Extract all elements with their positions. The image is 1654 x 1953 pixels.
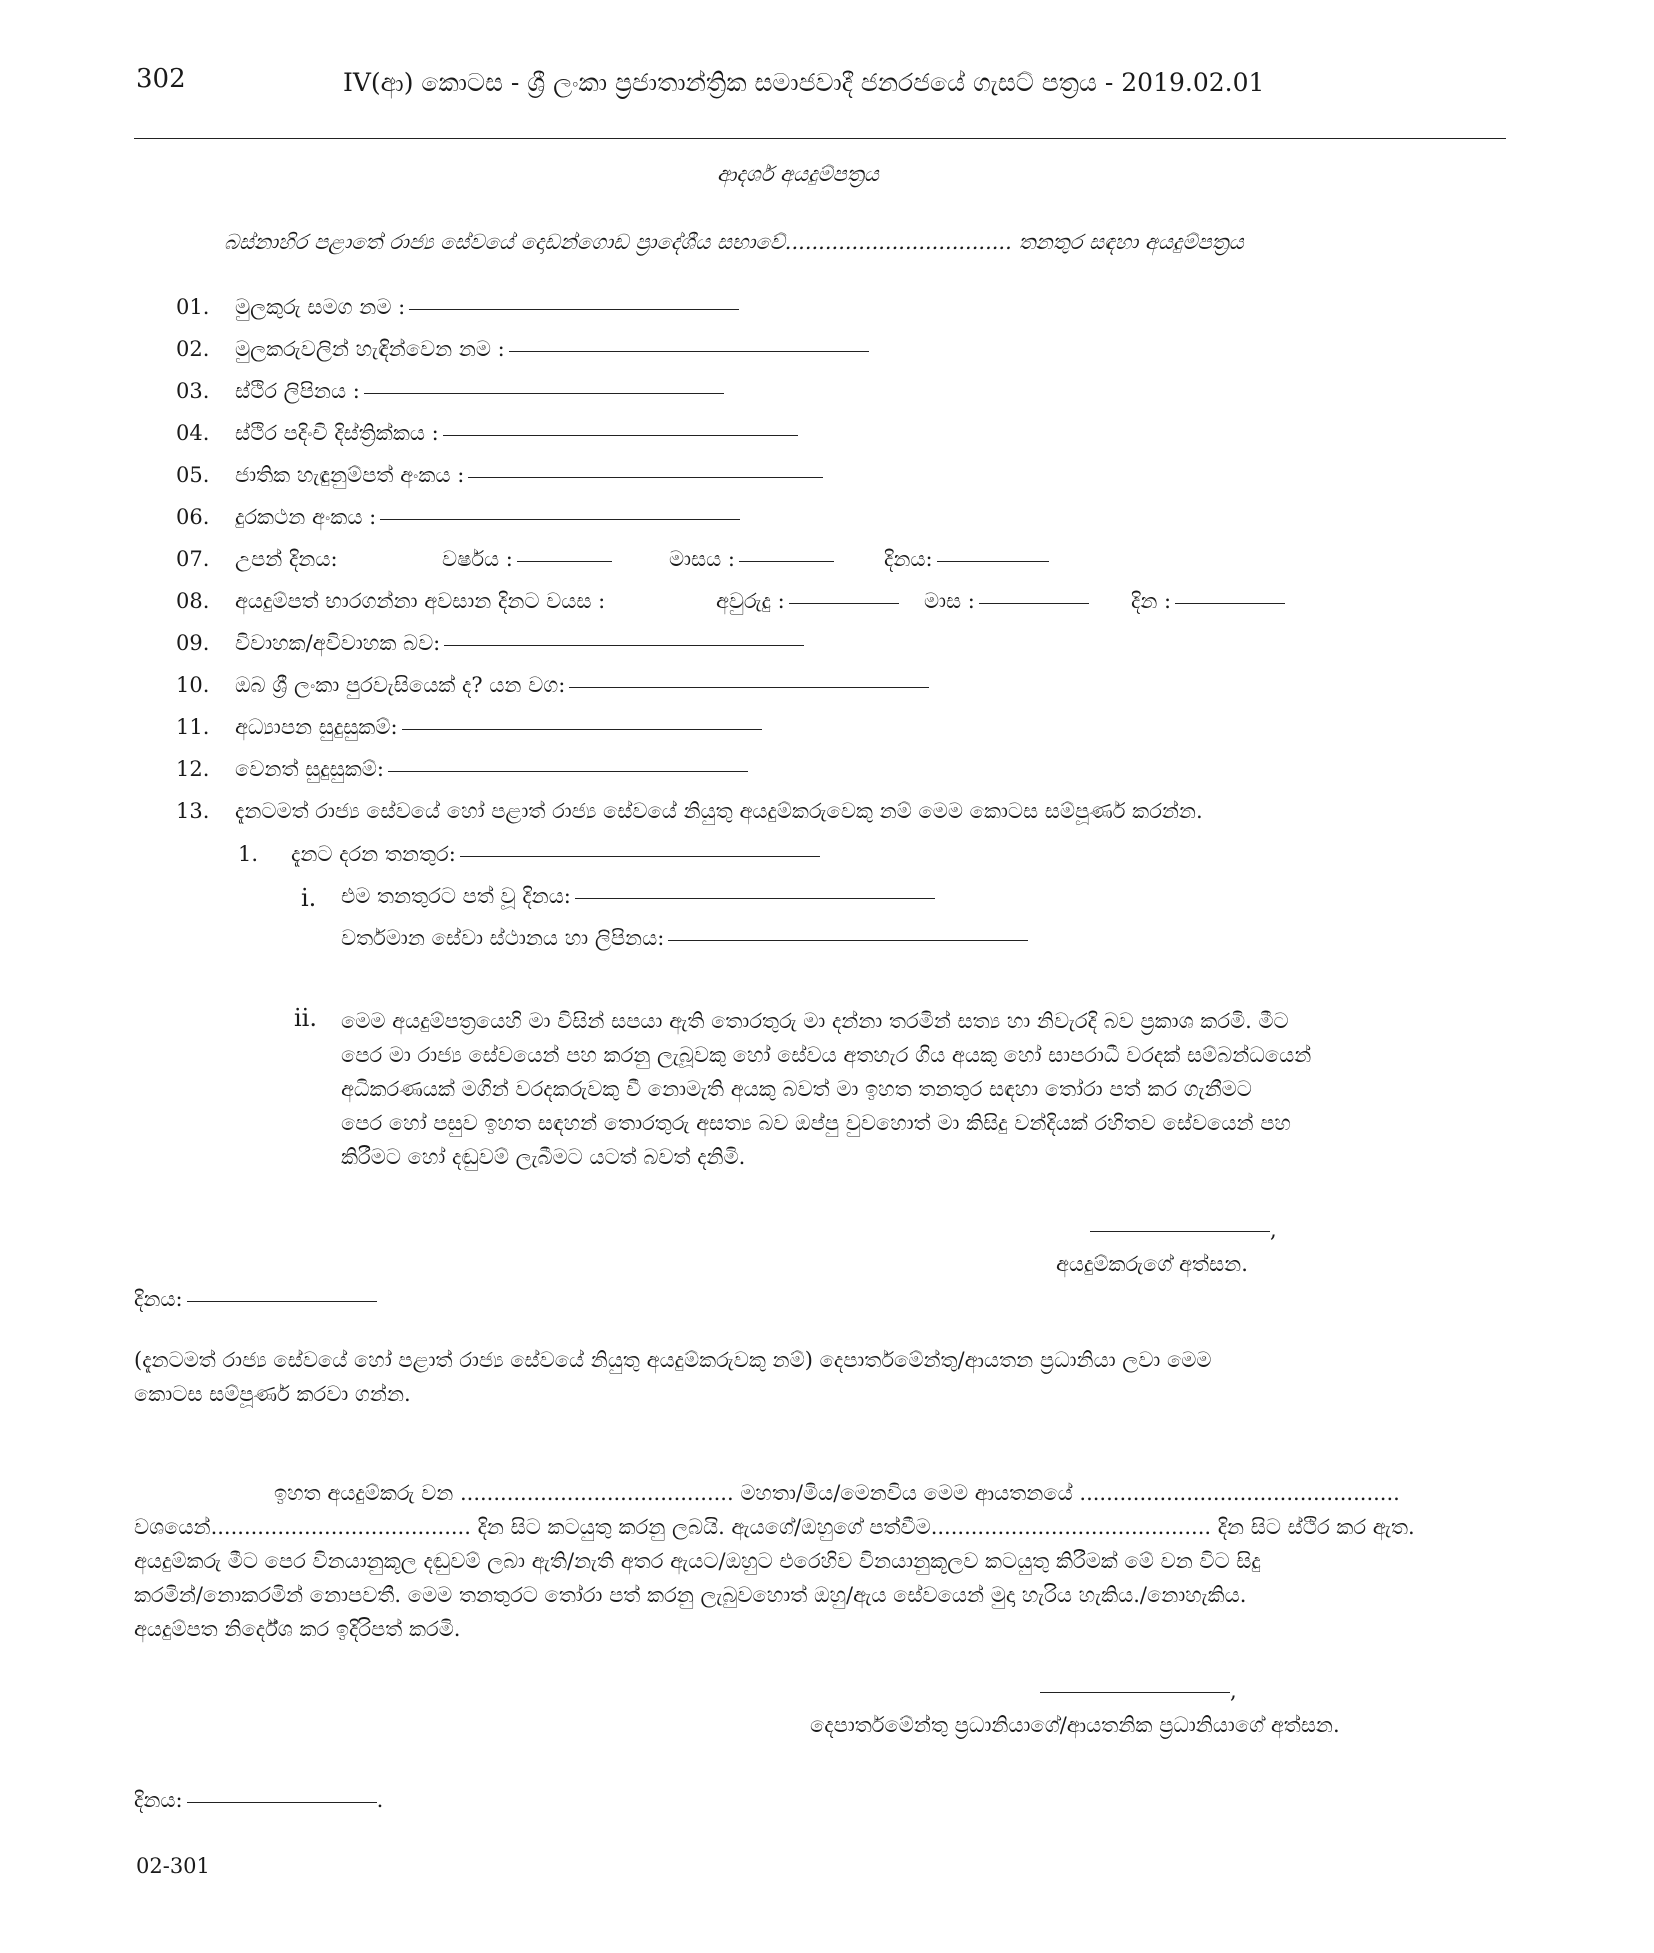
age-years-blank[interactable] [789,602,899,604]
full-name-blank[interactable] [509,350,869,352]
field-number: 01. [176,295,210,319]
item-13 [176,799,1203,823]
certification-line: අයදුම්කරු මීට පෙර විනයානුකූල දඬුවම් ලබා ඇති/නැති අතර ඇයට/ඔහුට එරෙහිව විනයානුකූලව කටයුතු කිරීමක් මේ වන විට සිදු [134,1549,1261,1573]
head-date-blank[interactable] [187,1801,377,1803]
field-number: 04. [176,421,210,445]
telephone-blank[interactable] [380,518,740,520]
field-label: දුරකථන අංකය : [235,505,377,529]
declaration-line: පෙර මා රාජ්‍ය සේවයෙන් පහ කරනු ලැබූවකු හෝ සේවය අතහැර ගිය අයකු හෝ සාපරාධී වරදක් සම්බන්ධයෙන් [341,1043,1312,1067]
field-label: විවාහක/අවිවාහක බව: [235,631,441,655]
current-station-blank[interactable] [668,939,1028,941]
days-label: දින : [1131,589,1172,613]
age-months-blank[interactable] [979,602,1089,604]
field-label: ස්ථිර ලිපිනය : [235,379,360,403]
declaration-line: මෙම අයදුම්පත්‍රයෙහි මා විසින් සපයා ඇති තොරතුරු මා දන්නා තරමින් සත්‍ය හා නිවැරදි බව ප්‍රකාශ කරමි. මීට [341,1009,1289,1033]
birth-year-blank[interactable] [517,560,612,562]
certification-line: වශයෙන්....................................... දින සිට කටයුතු කරනු ලබයි. ඇයගේ/ඔහුගේ පත්වීම.......................................... දින සිට ස්ථිර කර ඇත. [134,1515,1415,1539]
field-label: අයදුම්පත් භාරගන්නා අවසාන දිනට වයස : [235,589,606,613]
signature-comma: , [1270,1218,1277,1242]
field-label: වර්තමාන සේවා ස්ථානය හා ලිපිනය: [341,926,665,950]
certification-paragraph [134,1476,1506,1646]
form-subheading: බස්නාහිර පළාතේ රාජ්‍ය සේවයේ දොඩන්ගොඩ ප්‍රාදේශීය සභාවේ.................................. තනතුර සඳහා අයදුම්පත්‍රය [224,230,1244,254]
header-rule [134,138,1506,139]
field-number: 13. [176,799,210,823]
field-label: ස්ථිර පදිංචි දිස්ත්‍රික්කය : [235,421,439,445]
field-label: මුලකුරු සමග නම : [235,295,406,319]
field-label: දැනට දරන තනතුර: [291,842,456,866]
month-label: මාසය : [669,547,735,571]
field-label: වෙනත් සුදුසුකම්: [235,757,384,781]
education-blank[interactable] [402,728,762,730]
field-label: උපන් දිනය: [235,547,338,571]
field-number: 06. [176,505,210,529]
field-row [176,421,439,445]
gazette-title: IV(ආ) කොටස - ශ්‍රී ලංකා ප්‍රජාතාන්ත්‍රික සමාජවාදී ජනරජයේ ගැසට් පත්‍රය - 2019.02.01 [343,68,1265,97]
years-label: අවුරුදු : [716,589,785,613]
birth-month-blank[interactable] [739,560,834,562]
field-row [176,631,441,655]
field-number: 09. [176,631,210,655]
field-row [176,757,384,781]
date-end-period: . [376,1788,384,1812]
field-row [176,505,377,529]
field-number: 11. [176,715,210,739]
year-label: වර්ෂය : [442,547,513,571]
marital-status-blank[interactable] [444,644,804,646]
applicant-signature-line[interactable] [1090,1231,1270,1232]
date-label: දිනය: [134,1788,183,1812]
current-station-row [341,926,1028,951]
declaration-paragraph [341,1004,1506,1174]
current-post-blank[interactable] [460,855,820,857]
birth-date-row [176,547,1076,571]
field-number: 10. [176,673,210,697]
applicant-date-blank[interactable] [187,1300,377,1302]
citizenship-blank[interactable] [569,686,929,688]
form-heading: ආදර්ශ අයදුම්පත්‍රය [717,162,879,186]
roman-number: i. [301,884,317,912]
applicant-signature-label: අයදුම්කරුගේ අත්සන. [1056,1252,1248,1276]
declaration-line: අධිකරණයක් මගින් වරදකරුවකු වී නොමැති අයකු බවත් මා ඉහත තනතුර සඳහා තෝරා පත් කර ගැනීමට [341,1077,1252,1101]
name-with-initials-blank[interactable] [409,308,739,310]
certification-line: අයදුම්පත නිර්දේශ කර ඉදිරිපත් කරමි. [134,1617,461,1641]
permanent-address-blank[interactable] [364,392,724,394]
field-label: අධ්‍යාපන සුදුසුකම්: [235,715,398,739]
date-row [134,1287,377,1312]
field-number: 08. [176,589,210,613]
certification-line: කරමින්/නොකරමින් නොපවතී. මෙම තනතුරට තෝරා පත් කරනු ලැබුවහොත් ඔහු/ඇය සේවයෙන් මුදා හැරිය හැකිය./නොහැකිය. [134,1583,1247,1607]
field-number: 03. [176,379,210,403]
certification-line: ඉහත අයදුම්කරු වන ......................................... මහතා/මිය/මෙනවිය මෙම ආයතනයේ ................................................ [274,1481,1400,1505]
date-label: දිනය: [134,1287,183,1311]
field-number: 12. [176,757,210,781]
age-row [176,589,1376,613]
date-row [134,1788,383,1813]
declaration-line: පෙර හෝ පසුව ඉහත සඳහන් තොරතුරු අසත්‍ය බව ඔප්පු වුවහොත් මා කිසිදු වන්දියක් රහිතව සේවයෙන් පහ [341,1111,1291,1135]
months-label: මාස : [924,589,975,613]
page-number: 302 [136,64,186,94]
roman-number: ii. [294,1004,317,1032]
appointment-date-blank[interactable] [575,897,935,899]
birth-day-blank[interactable] [937,560,1049,562]
field-row [176,715,398,739]
signature-comma: , [1230,1679,1237,1703]
field-label: මුලකරුවලින් හැඳින්වෙන නම : [235,337,505,361]
field-row [176,463,465,487]
field-label: එම තනතුරට පත් වූ දිනය: [341,884,571,908]
head-signature-label: දෙපාර්තමේන්තු ප්‍රධානියාගේ/ආයතනික ප්‍රධානියාගේ අත්සන. [810,1713,1340,1737]
field-number: 07. [176,547,210,571]
field-row [176,295,406,319]
item-13-text: දැනටමත් රාජ්‍ය සේවයේ හෝ පළාත් රාජ්‍ය සේවයේ නියුතු අයදුම්කරුවෙකු නම් මෙම කොටස සම්පූර්ණ කරන්න. [235,799,1203,823]
other-qualifications-blank[interactable] [388,770,748,772]
field-label: ජාතික හැඳුනුම්පත් අංකය : [235,463,465,487]
note-paragraph [134,1343,1506,1411]
field-row [176,379,360,403]
sub-number: 1. [238,842,259,866]
current-post-row [238,842,456,866]
field-number: 02. [176,337,210,361]
declaration-line: කිරීමට හෝ දඬුවම් ලැබීමට යටත් බවත් දනිමි. [341,1145,746,1169]
district-blank[interactable] [443,434,798,436]
nic-blank[interactable] [468,476,823,478]
footer-code: 02-301 [136,1854,210,1878]
head-signature-line[interactable] [1040,1692,1230,1693]
field-row [176,673,566,697]
age-days-blank[interactable] [1175,602,1285,604]
day-label: දිනය: [884,547,933,571]
field-number: 05. [176,463,210,487]
field-row [176,337,505,361]
field-label: ඔබ ශ්‍රී ලංකා පුරවැසියෙක් ද? යන වග: [235,673,566,697]
appointment-date-row [301,884,571,912]
note-line: (දැනටමත් රාජ්‍ය සේවයේ හෝ පළාත් රාජ්‍ය සේවයේ නියුතු අයදුම්කරුවකු නම්) දෙපාර්තමේන්තු/ආයතන ප්‍රධානියා ලවා මෙම [134,1348,1212,1372]
note-line: කොටස සම්පූර්ණ කරවා ගන්න. [134,1382,411,1406]
